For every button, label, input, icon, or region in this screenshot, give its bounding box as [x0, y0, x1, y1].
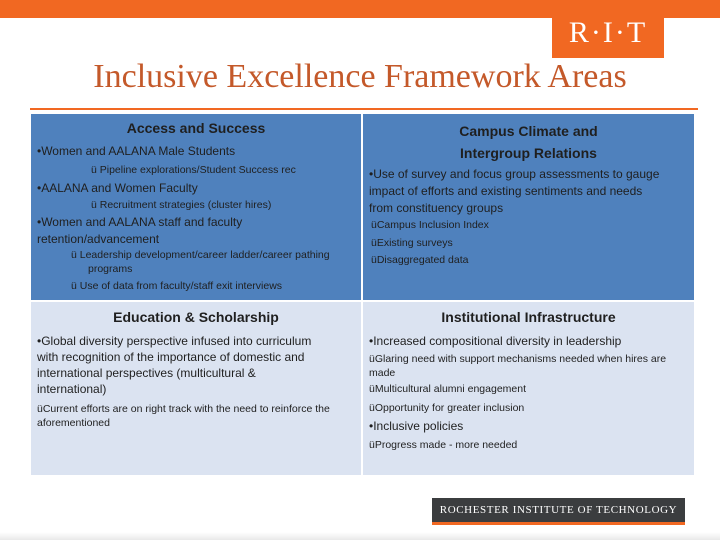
climate-sub-3: üDisaggregated data — [371, 254, 469, 266]
access-bullet-3-line1: •Women and AALANA staff and faculty — [37, 215, 243, 229]
infrastructure-sub-1-line1: üGlaring need with support mechanisms needed when hires are — [369, 353, 667, 365]
education-bullet-1-line1: •Global diversity perspective infused into curriculum — [37, 334, 312, 348]
education-scholarship-quadrant — [30, 301, 362, 476]
education-bullet-1-line2: with recognition of the importance of domestic and — [37, 350, 305, 364]
education-scholarship-title: Education & Scholarship — [113, 309, 279, 325]
access-sub-2: ü Recruitment strategies (cluster hires) — [91, 199, 272, 211]
education-bullet-1-line3: international perspectives (multicultural & — [37, 366, 256, 380]
rit-logo — [552, 8, 664, 58]
infrastructure-bullet-1: •Increased compositional diversity in leadership — [369, 334, 622, 348]
infrastructure-bullet-2: •Inclusive policies — [369, 419, 464, 433]
campus-climate-quadrant — [362, 113, 695, 301]
bottom-shadow — [0, 532, 720, 540]
campus-climate-title-line2: Intergroup Relations — [460, 145, 597, 161]
footer-text: ROCHESTER INSTITUTE OF TECHNOLOGY — [439, 504, 678, 516]
institutional-infrastructure-title: Institutional Infrastructure — [441, 309, 616, 325]
access-bullet-1: •Women and AALANA Male Students — [37, 144, 236, 158]
institutional-infrastructure-quadrant — [362, 301, 695, 476]
education-bullet-1-line4: international) — [37, 382, 107, 396]
rit-logo-text: R·I·T — [568, 16, 648, 49]
climate-bullet-1-line1: •Use of survey and focus group assessments to gauge — [369, 167, 660, 181]
footer-banner — [432, 498, 685, 525]
title-divider — [30, 108, 698, 110]
access-bullet-2: •AALANA and Women Faculty — [37, 181, 198, 195]
access-sub-1: ü Pipeline explorations/Student Success rec — [91, 164, 296, 176]
access-success-title: Access and Success — [126, 120, 266, 136]
infrastructure-sub-3: üOpportunity for greater inclusion — [369, 402, 525, 414]
campus-climate-title-line1: Campus Climate and — [459, 123, 598, 139]
education-sub-1-line2: aforementioned — [37, 417, 110, 429]
climate-sub-2: üExisting surveys — [371, 237, 453, 249]
climate-bullet-1-line2: impact of efforts and existing sentiments and needs — [369, 184, 643, 198]
access-success-quadrant — [30, 113, 362, 301]
page-title: Inclusive Excellence Framework Areas — [93, 58, 627, 95]
infrastructure-sub-4: üProgress made - more needed — [369, 439, 518, 451]
climate-bullet-1-line3: from constituency groups — [369, 201, 504, 215]
infrastructure-sub-2: üMulticultural alumni engagement — [369, 383, 527, 395]
access-sub-3-line1: ü Leadership development/career ladder/career pathing — [71, 249, 330, 261]
education-sub-1-line1: üCurrent efforts are on right track with the need to reinforce the — [37, 403, 330, 415]
access-sub-4: ü Use of data from faculty/staff exit interviews — [71, 280, 283, 292]
access-sub-3-line2: programs — [88, 263, 133, 275]
infrastructure-sub-1-line2: made — [369, 367, 396, 379]
climate-sub-1: üCampus Inclusion Index — [371, 219, 489, 231]
access-bullet-3-line2: retention/advancement — [37, 232, 160, 246]
